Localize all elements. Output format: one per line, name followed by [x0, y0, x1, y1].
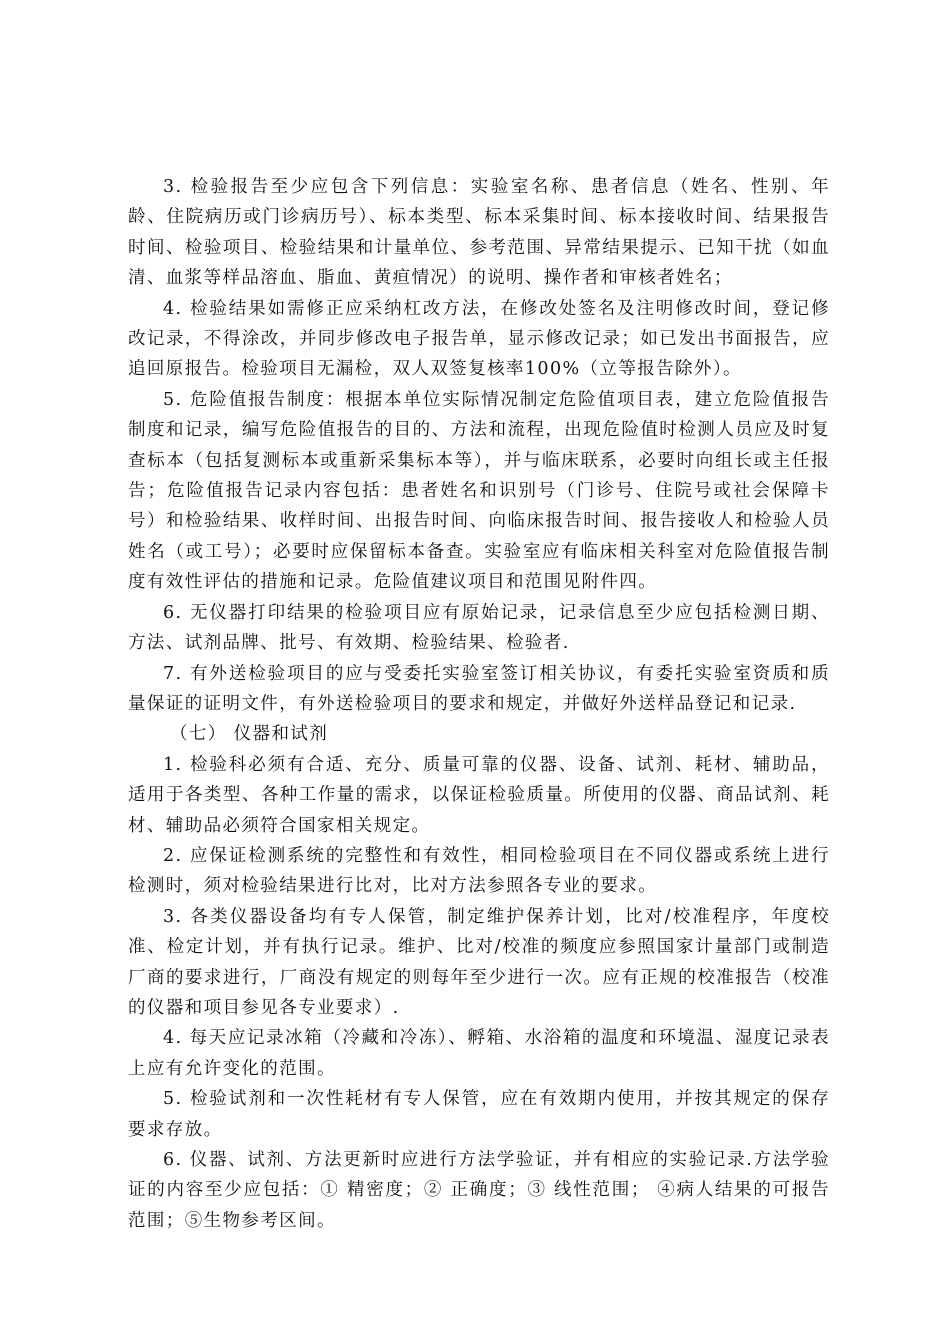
paragraph-outsourced-testing: 7. 有外送检验项目的应与受委托实验室签订相关协议，有委托实验室资质和质量保证的证明文件，有外送检验项目的要求和规定，并做好外送样品登记和记录.	[128, 663, 830, 714]
paragraph-original-records: 6. 无仪器打印结果的检验项目应有原始记录，记录信息至少应包括检测日期、方法、试剂品牌、批号、有效期、检验结果、检验者.	[128, 602, 830, 654]
section-heading-instruments-reagents: （七） 仪器和试剂	[170, 724, 329, 745]
paragraph-system-comparison: 2. 应保证检测系统的完整性和有效性，相同检验项目在不同仪器或系统上进行检测时，须对检验结果进行比对，比对方法参照各专业的要求。	[128, 845, 830, 897]
paragraph-critical-value-system: 5. 危险值报告制度：根据本单位实际情况制定危险值项目表，建立危险值报告制度和记录，编写危险值报告的目的、方法和流程，出现危险值时检测人员应及时复查标本（包括复测标本或重新采集标本等），并与临床联系，必要时向组长或主任报告；危险值报告记录内容包括：患者姓名和识别号（门诊号、住院号或社会保障卡号）和检验结果、收样时间、出报告时间、向临床报告时间、报告接收人和检验人员姓名（或工号）；必要时应保留标本备查。实验室应有临床相关科室对危险值报告制度有效性评估的措施和记录。危险值建议项目和范围见附件四。	[128, 389, 830, 593]
paragraph-instrument-requirements: 1. 检验科必须有合适、充分、质量可靠的仪器、设备、试剂、耗材、辅助品，适用于各类型、各种工作量的需求，以保证检验质量。所使用的仪器、商品试剂、耗材、辅助品必须符合国家相关规定。	[128, 754, 830, 836]
paragraph-method-verification: 6. 仪器、试剂、方法更新时应进行方法学验证，并有相应的实验记录.方法学验证的内容至少应包括：① 精密度；② 正确度；③ 线性范围； ④病人结果的可报告范围；⑤生物参考区间。	[128, 1150, 830, 1231]
paragraph-temperature-records: 4. 每天应记录冰箱（冷藏和冷冻）、孵箱、水浴箱的温度和环境温、湿度记录表上应有允许变化的范围。	[128, 1028, 830, 1079]
paragraph-report-contents: 3. 检验报告至少应包含下列信息：实验室名称、患者信息（姓名、性别、年龄、住院病历或门诊病历号）、标本类型、标本采集时间、标本接收时间、结果报告时间、检验项目、检验结果和计量单位、参考范围、异常结果提示、已知干扰（如血清、血浆等样品溶血、脂血、黄疸情况）的说明、操作者和审核者姓名；	[128, 177, 830, 289]
paragraph-result-correction: 4. 检验结果如需修正应采纳杠改方法，在修改处签名及注明修改时间，登记修改记录，不得涂改，并同步修改电子报告单，显示修改记录；如已发出书面报告，应追回原报告。检验项目无漏检，双人双签复核率100%（立等报告除外）。	[128, 298, 830, 380]
paragraph-reagent-storage: 5. 检验试剂和一次性耗材有专人保管，应在有效期内使用，并按其规定的保存要求存放。	[128, 1089, 830, 1140]
document-page	[128, 172, 830, 1236]
paragraph-calibration: 3. 各类仪器设备均有专人保管，制定维护保养计划，比对/校准程序，年度校准、检定计划，并有执行记录。维护、比对/校准的频度应参照国家计量部门或制造厂商的要求进行，厂商没有规定的则每年至少进行一次。应有正规的校准报告（校准的仪器和项目参见各专业要求）.	[128, 906, 830, 1018]
